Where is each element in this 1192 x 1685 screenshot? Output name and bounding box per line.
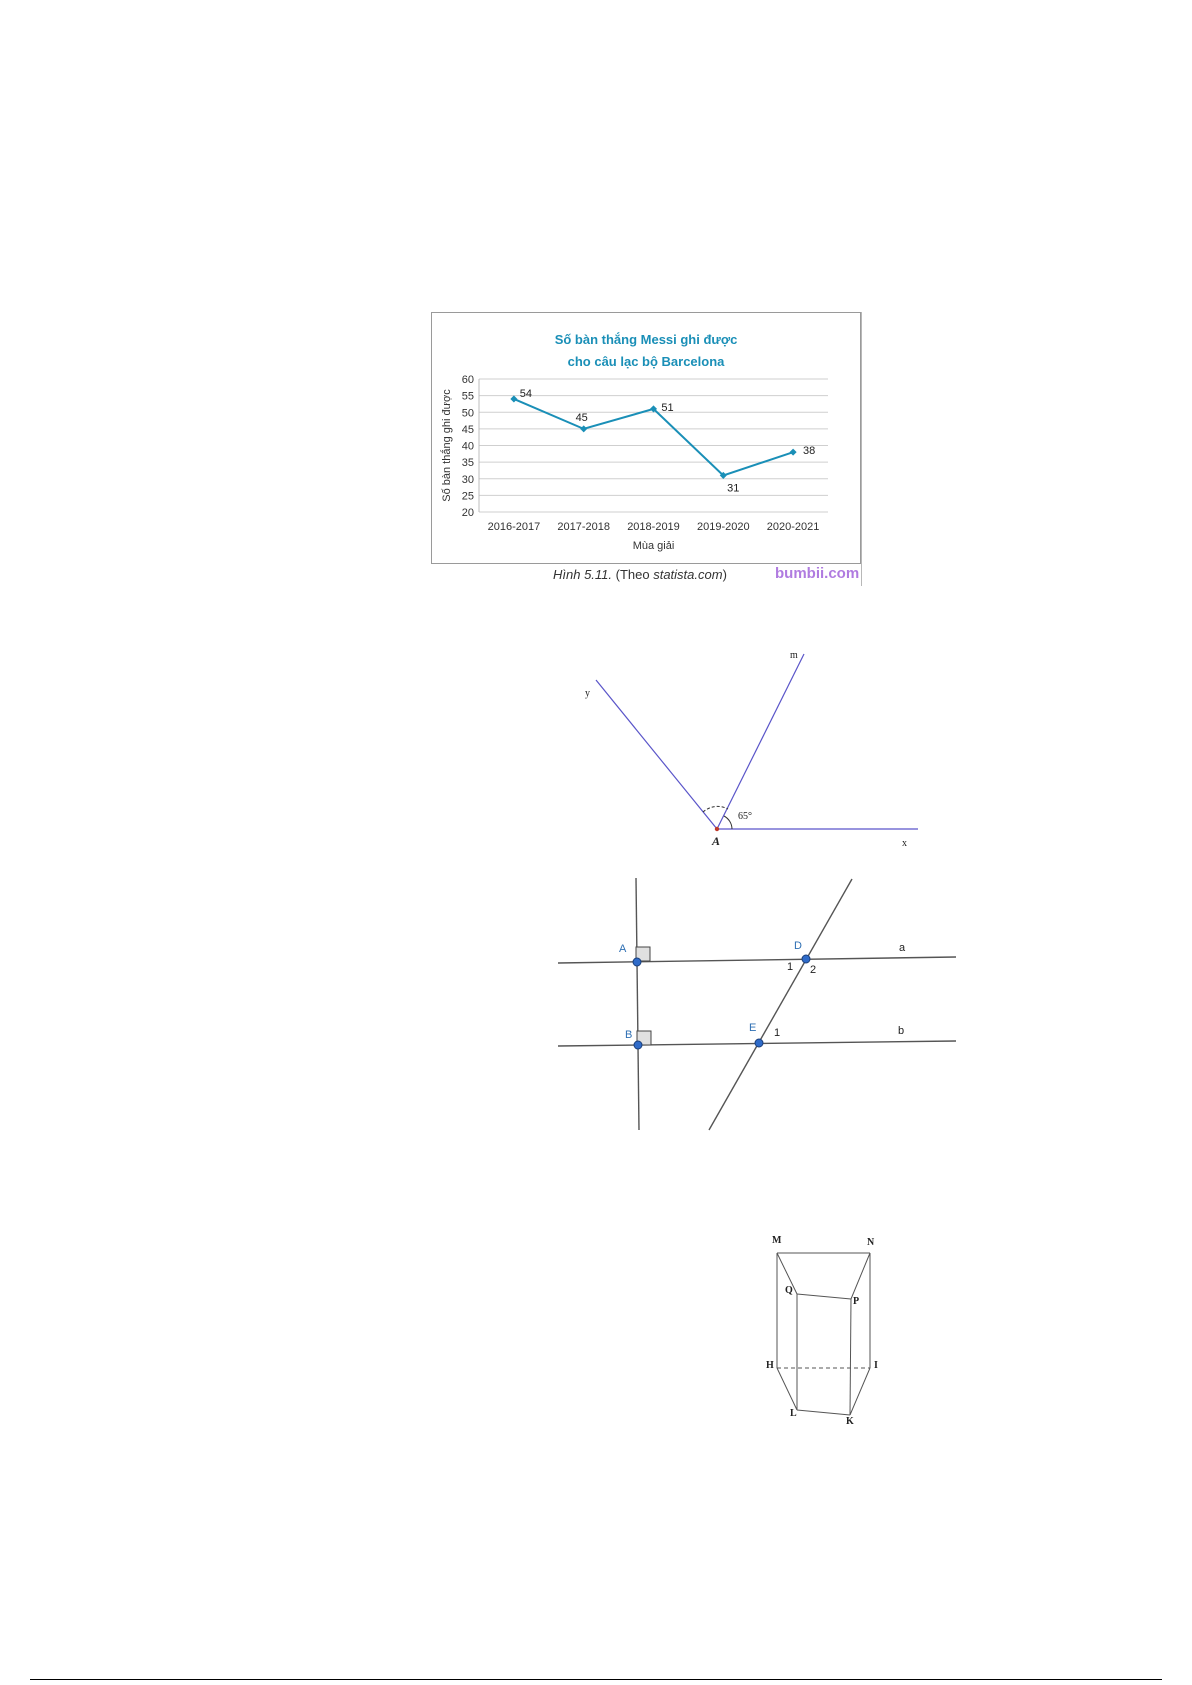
vertex-h-label: H bbox=[766, 1360, 774, 1371]
angle-d1-label: 1 bbox=[787, 961, 794, 973]
page-footer-rule bbox=[30, 1679, 1162, 1680]
data-label: 38 bbox=[802, 445, 816, 458]
edge-ik bbox=[850, 1368, 870, 1415]
line-a-label: a bbox=[899, 942, 906, 954]
angle-65-label: 65° bbox=[738, 811, 752, 822]
data-label: 45 bbox=[575, 411, 588, 424]
ray-m-label: m bbox=[790, 650, 798, 661]
y-tick-label: 30 bbox=[461, 473, 474, 486]
y-axis-label: Số bàn thắng ghi được bbox=[441, 389, 453, 502]
data-label: 31 bbox=[727, 482, 740, 495]
x-axis-label: Mùa giải bbox=[632, 540, 675, 552]
vertex-p-label: P bbox=[853, 1296, 860, 1307]
y-tick-label: 25 bbox=[461, 490, 474, 503]
watermark: bumbii.com bbox=[775, 565, 860, 582]
y-tick-label: 60 bbox=[461, 374, 474, 386]
y-tick-label: 45 bbox=[461, 423, 474, 436]
caption-source: statista.com bbox=[653, 567, 723, 582]
x-tick-label: 2017-2018 bbox=[557, 521, 611, 533]
caption-open: (Theo bbox=[612, 567, 654, 582]
y-tick-label: 20 bbox=[461, 507, 474, 519]
x-tick-label: 2018-2019 bbox=[627, 521, 680, 533]
data-label: 54 bbox=[519, 387, 533, 400]
edge-qp bbox=[797, 1294, 851, 1299]
vertex-m-label: M bbox=[772, 1235, 782, 1246]
vertex-l-label: L bbox=[790, 1408, 797, 1419]
y-tick-label: 40 bbox=[461, 440, 474, 453]
edge-lk bbox=[797, 1410, 850, 1415]
caption-figure-number: Hình 5.11. bbox=[553, 567, 613, 582]
edge-pk bbox=[850, 1299, 851, 1415]
y-tick-label: 50 bbox=[461, 407, 474, 420]
angle-d2-label: 2 bbox=[810, 964, 817, 976]
vertex-a-label: A bbox=[712, 834, 721, 848]
y-tick-label: 35 bbox=[461, 457, 474, 470]
chart-subtitle: cho câu lạc bộ Barcelona bbox=[567, 354, 725, 369]
caption-close: ) bbox=[722, 567, 727, 582]
data-label: 51 bbox=[661, 401, 674, 414]
point-d-label: D bbox=[794, 940, 802, 952]
chart-title: Số bàn thắng Messi ghi được bbox=[554, 332, 738, 347]
point-a-label: A bbox=[619, 943, 627, 955]
line-b-label: b bbox=[898, 1025, 905, 1037]
vertex-i-label: I bbox=[874, 1360, 878, 1371]
angle-e1-label: 1 bbox=[774, 1027, 781, 1039]
point-b-label: B bbox=[625, 1029, 633, 1041]
point-e-label: E bbox=[749, 1022, 757, 1034]
x-tick-label: 2016-2017 bbox=[487, 521, 541, 533]
ray-y-label: y bbox=[585, 688, 590, 699]
vertex-k-label: K bbox=[846, 1416, 854, 1427]
x-tick-label: 2019-2020 bbox=[696, 521, 750, 533]
vertex-n-label: N bbox=[867, 1237, 875, 1248]
edge-hl bbox=[777, 1368, 797, 1410]
y-tick-label: 55 bbox=[461, 390, 474, 403]
edge-np bbox=[851, 1253, 870, 1299]
x-tick-label: 2020-2021 bbox=[766, 521, 820, 533]
ray-x-label: x bbox=[902, 838, 907, 849]
vertex-q-label: Q bbox=[785, 1285, 793, 1296]
